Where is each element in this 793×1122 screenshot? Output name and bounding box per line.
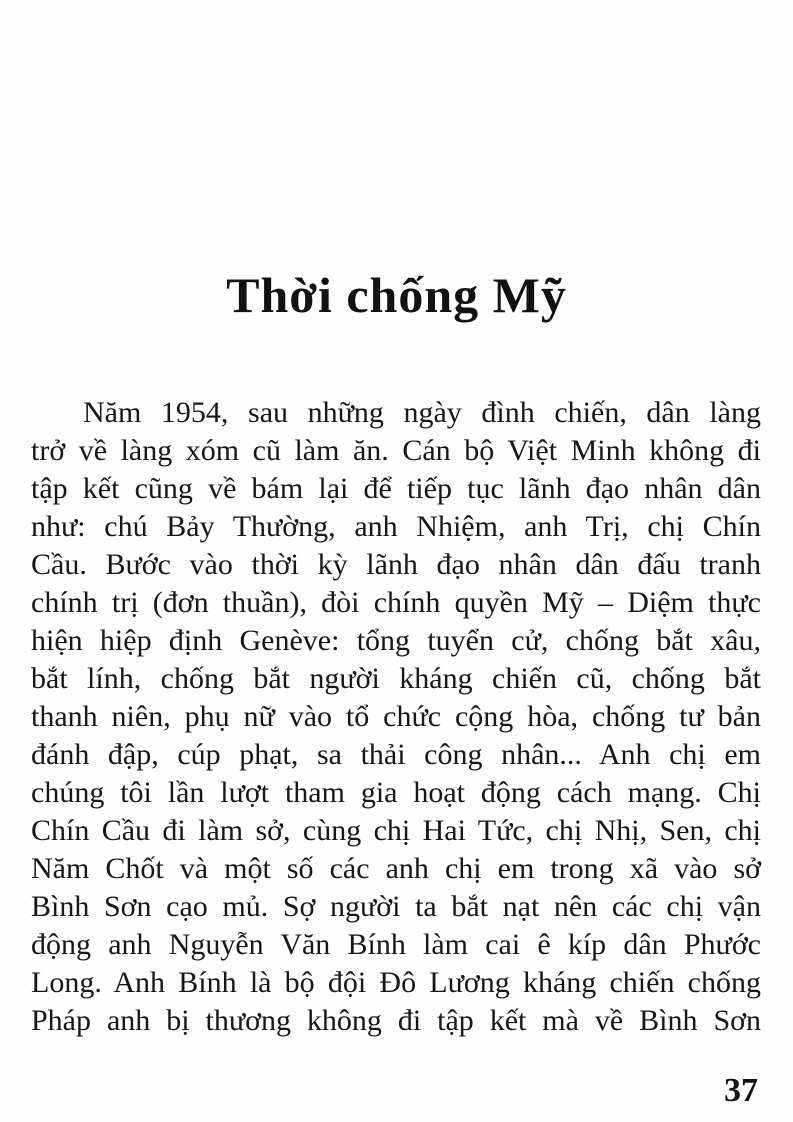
chapter-title: Thời chống Mỹ [226, 267, 567, 323]
text-line: động anh Nguyễn Văn Bính làm cai ê kíp dân Phước [31, 928, 761, 961]
text-line: Năm Chốt và một số các anh chị em trong xã vào sở [31, 852, 761, 885]
text-line: hiện hiệp định Genève: tổng tuyển cử, chống bắt xâu, [31, 624, 761, 657]
text-line: trở về làng xóm cũ làm ăn. Cán bộ Việt Minh không đi [31, 434, 761, 467]
text-line: thanh niên, phụ nữ vào tổ chức cộng hòa, chống tư bản [31, 700, 761, 733]
text-line: chúng tôi lần lượt tham gia hoạt động cách mạng. Chị [31, 776, 761, 809]
text-line: tập kết cũng về bám lại để tiếp tục lãnh đạo nhân dân [31, 472, 761, 505]
text-line: Pháp anh bị thương không đi tập kết mà về Bình Sơn [31, 1004, 761, 1037]
text-line: Bình Sơn cạo mủ. Sợ người ta bắt nạt nên các chị vận [31, 890, 761, 923]
text-line: bắt lính, chống bắt người kháng chiến cũ, chống bắt [31, 662, 761, 695]
text-line: Chín Cầu đi làm sở, cùng chị Hai Tức, chị Nhị, Sen, chị [31, 814, 761, 847]
text-line: Cầu. Bước vào thời kỳ lãnh đạo nhân dân đấu tranh [31, 548, 761, 581]
text-line: Năm 1954, sau những ngày đình chiến, dân làng [83, 396, 761, 429]
text-line: chính trị (đơn thuần), đòi chính quyền Mỹ – Diệm thực [31, 586, 761, 619]
text-line: Long. Anh Bính là bộ đội Đô Lương kháng chiến chống [31, 966, 761, 999]
page-number: 37 [724, 1072, 758, 1109]
text-line: như: chú Bảy Thường, anh Nhiệm, anh Trị, chị Chín [31, 510, 761, 543]
paragraph [31, 394, 761, 1040]
text-line: đánh đập, cúp phạt, sa thải công nhân... Anh chị em [31, 738, 761, 771]
